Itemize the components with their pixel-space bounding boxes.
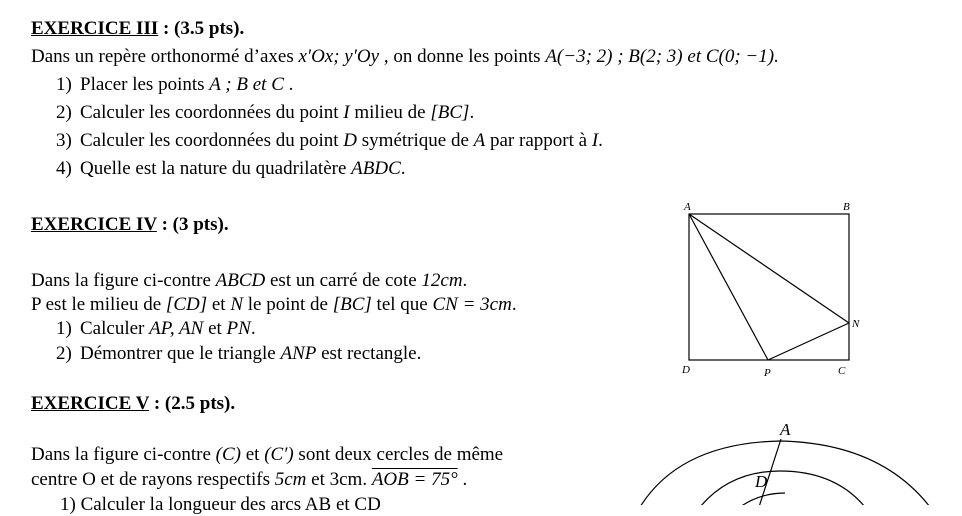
item-math: ANP <box>280 343 317 364</box>
item-text: . <box>598 130 603 151</box>
ex5-line-1 <box>31 444 503 466</box>
ex3-intro-text2: , on donne les points <box>379 46 546 67</box>
ex4-line-2 <box>31 294 517 316</box>
math: AOB = 75° <box>371 469 458 490</box>
ex3-title: EXERCICE III <box>31 18 159 39</box>
item-text: . <box>469 102 475 123</box>
text: et <box>207 294 231 315</box>
item-math: PN <box>226 318 251 339</box>
text: tel que <box>371 294 433 315</box>
label-a: A <box>780 420 791 439</box>
label-a: A <box>684 201 691 213</box>
ex3-item-2 <box>56 102 474 124</box>
segment-pn <box>768 323 849 360</box>
segment-ap <box>689 214 768 360</box>
ex4-line-1 <box>31 270 467 292</box>
square-abcd <box>689 214 849 360</box>
item-number: 4) <box>56 158 72 179</box>
ex4-heading <box>31 214 229 236</box>
text: et <box>240 444 265 465</box>
item-text: Quelle est la nature du quadrilatère <box>80 158 352 179</box>
item-math: I <box>591 130 599 151</box>
ex5-line-3 <box>60 494 381 516</box>
item-text: symétrique de <box>357 130 474 151</box>
math: 5cm <box>274 469 307 490</box>
math: [CD] <box>165 294 208 315</box>
ex3-item-1 <box>56 74 293 96</box>
math: ABCD <box>215 270 266 291</box>
ex3-intro-points: A(−3; 2) ; B(2; 3) et C(0; −1). <box>545 46 779 67</box>
item-number: 3) <box>56 130 72 151</box>
label-b: B <box>843 201 850 213</box>
item-math: A ; B et C <box>209 74 284 95</box>
item-math: AP, AN <box>149 318 204 339</box>
ex4-points: : (3 pts). <box>156 214 229 235</box>
square-figure <box>670 196 870 386</box>
item-text: Placer les points <box>80 74 210 95</box>
text: sont deux cercles de même <box>293 444 504 465</box>
text: Dans la figure ci-contre <box>31 444 216 465</box>
text: centre O et de rayons respectifs <box>31 469 275 490</box>
ex3-intro-text: Dans un repère orthonormé d’axes <box>31 46 299 67</box>
label-n: N <box>852 318 860 330</box>
ex3-intro <box>31 46 779 68</box>
ex5-line-2 <box>31 469 467 491</box>
item-text: . <box>283 74 294 95</box>
math: (C′) <box>264 444 294 465</box>
ex5-title: EXERCICE V <box>31 393 150 414</box>
item-text: Calculer les coordonnées du point <box>80 130 344 151</box>
text: et 3cm. <box>306 469 372 490</box>
text: est un carré de cote <box>265 270 422 291</box>
text: . <box>462 270 468 291</box>
ex4-item-1 <box>56 318 256 340</box>
outer-circle-c <box>640 441 930 505</box>
label-d: D <box>755 472 768 491</box>
ex4-title: EXERCICE IV <box>31 214 157 235</box>
math: 12cm <box>421 270 463 291</box>
ex3-item-4 <box>56 158 406 180</box>
ex3-item-3 <box>56 130 603 152</box>
math: CN = 3cm <box>432 294 512 315</box>
item-math: I <box>343 102 350 123</box>
label-p: P <box>764 367 771 379</box>
item-text: Calculer les coordonnées du point <box>80 102 344 123</box>
item-number: 1) <box>56 74 72 95</box>
ex4-item-2 <box>56 343 421 365</box>
ex5-heading <box>31 393 235 415</box>
item-text: et <box>203 318 227 339</box>
ex3-points: : (3.5 pts). <box>158 18 245 39</box>
item-text: . <box>250 318 256 339</box>
item-math: D <box>343 130 358 151</box>
math: (C) <box>215 444 241 465</box>
item-number: 2) <box>56 343 72 364</box>
item-text: . <box>400 158 406 179</box>
inner-circle-c-prime <box>700 471 865 505</box>
ex3-intro-axes: x′Ox; y′Oy <box>298 46 380 67</box>
item-math: [BC] <box>430 102 470 123</box>
text: Dans la figure ci-contre <box>31 270 216 291</box>
math: [BC] <box>332 294 372 315</box>
text: . <box>457 469 468 490</box>
item-text: Démontrer que le triangle <box>80 343 281 364</box>
item-text: par rapport à <box>485 130 592 151</box>
item-text: est rectangle. <box>316 343 422 364</box>
math: N <box>230 294 244 315</box>
label-d: D <box>682 364 690 376</box>
item-number: 1) <box>56 318 72 339</box>
ex3-heading <box>31 18 244 40</box>
segment-an <box>689 214 849 323</box>
circles-figure <box>620 415 960 505</box>
item-math: ABDC <box>351 158 401 179</box>
text: P est le milieu de <box>31 294 166 315</box>
item-math: A <box>473 130 486 151</box>
item-number: 2) <box>56 102 72 123</box>
text: 1) Calculer la longueur des arcs AB et CD <box>60 494 381 515</box>
label-c: C <box>838 365 846 377</box>
item-text: milieu de <box>349 102 431 123</box>
text: le point de <box>243 294 333 315</box>
ex5-points: : (2.5 pts). <box>149 393 236 414</box>
text: . <box>511 294 517 315</box>
item-text: Calculer <box>80 318 150 339</box>
